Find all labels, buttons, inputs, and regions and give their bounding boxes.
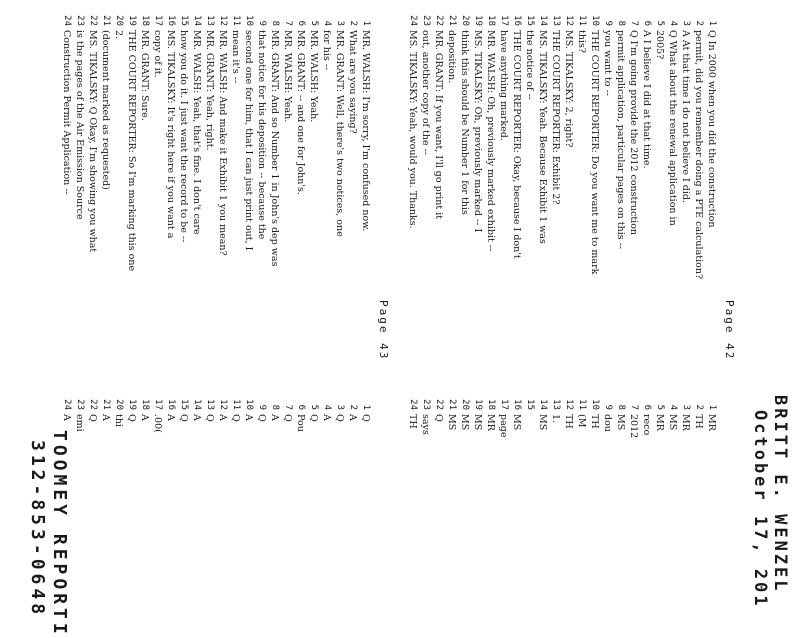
transcript-line <box>177 396 190 596</box>
line-text: MR. WALSH: Yeah, that's fine. I don't care <box>191 30 202 235</box>
transcript-line <box>692 396 705 596</box>
transcript-line <box>705 396 718 596</box>
line-text: Q <box>308 414 319 422</box>
line-number: 21 <box>101 15 111 26</box>
transcript-line <box>575 396 588 596</box>
line-text: THE COURT REPORTER: So I'm marking this one <box>126 30 137 272</box>
line-text: MR <box>680 414 691 431</box>
line-number: 10 <box>590 15 600 26</box>
line-text: Q <box>256 414 267 422</box>
page-43-text <box>60 12 372 392</box>
line-text: have anything marked. <box>498 30 509 141</box>
line-text: MS <box>446 414 457 431</box>
transcript-line <box>255 12 268 392</box>
transcript-line <box>177 12 190 392</box>
transcript-line <box>99 12 112 392</box>
transcript-line <box>562 396 575 596</box>
transcript-line <box>497 12 510 392</box>
line-number: 21 <box>101 399 111 410</box>
transcript-line <box>575 12 588 392</box>
line-text: second one for him, that I can just print out, I <box>243 30 254 251</box>
line-text: Q <box>204 414 215 422</box>
line-text: MR. WALSH: Yeah. <box>282 30 293 123</box>
transcript-line <box>692 12 705 392</box>
line-number: 22 <box>434 15 444 26</box>
transcript-line <box>666 396 679 596</box>
line-number: 5 <box>309 404 319 410</box>
line-number: 14 <box>538 15 548 26</box>
line-text: 2005? <box>654 30 665 60</box>
line-number: 5 <box>655 20 665 26</box>
line-text: permit, did you remember doing a PTE calculation? <box>693 30 704 280</box>
line-text: TH <box>693 414 704 429</box>
line-number: 11 <box>577 399 587 410</box>
line-number: 3 <box>681 404 691 410</box>
line-number: 4 <box>322 404 332 410</box>
line-number: 10 <box>244 399 254 410</box>
line-text: copy of it. <box>152 30 163 78</box>
line-text: Q <box>87 414 98 422</box>
line-text: MS <box>615 414 626 431</box>
line-number: 16 <box>166 15 176 26</box>
line-number: 10 <box>590 399 600 410</box>
line-number: 21 <box>447 399 457 410</box>
line-number: 24 <box>408 15 418 26</box>
line-number: 2 <box>348 20 358 26</box>
transcript-line <box>419 396 432 596</box>
line-number: 20 <box>460 399 470 410</box>
transcript-line <box>268 396 281 596</box>
transcript-line <box>601 396 614 596</box>
transcript-line <box>164 12 177 392</box>
line-text: MS. TIKALSKY: Yeah. Because Exhibit 1 was <box>537 30 548 244</box>
line-text: Q <box>178 414 189 422</box>
line-text: What are you saying? <box>347 30 358 134</box>
transcript-line <box>432 12 445 392</box>
transcript-line <box>484 396 497 596</box>
transcript-line <box>346 396 359 596</box>
transcript-line <box>164 396 177 596</box>
line-number: 17 <box>499 15 509 26</box>
transcript-line <box>112 12 125 392</box>
line-text: is the pages of the Air Emission Source <box>74 30 85 220</box>
line-number: 22 <box>88 15 98 26</box>
line-text: Q <box>230 414 241 422</box>
line-number: 2 <box>694 20 704 26</box>
line-text: MS. TIKALSKY: Yeah, would you. Thanks. <box>407 30 418 229</box>
line-text: Q What about the renewal application in <box>667 30 678 226</box>
transcript-line <box>666 12 679 392</box>
transcript-line <box>294 12 307 392</box>
line-number: 13 <box>205 15 215 26</box>
line-text: Construction Permit Application -- <box>61 30 72 195</box>
line-text: MR. GRANT: If you want, I'll go print it <box>433 30 444 220</box>
transcript-line <box>86 396 99 596</box>
transcript-line <box>679 12 692 392</box>
line-text: (document marked as requested) <box>100 30 111 190</box>
transcript-line <box>333 396 346 596</box>
line-number: 15 <box>179 399 189 410</box>
line-text: THE COURT REPORTER: Do you want me to mark <box>589 30 600 275</box>
transcript-line <box>255 396 268 596</box>
line-text: (M <box>576 414 587 428</box>
line-number: 4 <box>668 404 678 410</box>
transcript-line <box>125 12 138 392</box>
line-number: 14 <box>192 399 202 410</box>
line-number: 7 <box>629 404 639 410</box>
line-number: 8 <box>270 404 280 410</box>
transcript-line <box>86 12 99 392</box>
page-44-fragment <box>406 396 718 596</box>
line-number: 24 <box>62 15 72 26</box>
transcript-line <box>216 396 229 596</box>
transcript-line <box>705 12 718 392</box>
line-number: 21 <box>447 15 457 26</box>
line-number: 1 <box>361 404 371 410</box>
transcript-line <box>614 396 627 596</box>
line-number: 16 <box>166 399 176 410</box>
transcript-line <box>242 396 255 596</box>
line-text: permit application, particular pages on this -- <box>615 30 626 250</box>
transcript-line <box>320 12 333 392</box>
transcript-line <box>216 12 229 392</box>
transcript-line <box>125 396 138 596</box>
line-text: .00( <box>152 414 163 433</box>
line-text: MS <box>511 414 522 431</box>
transcript-line <box>536 12 549 392</box>
line-number: 4 <box>668 20 678 26</box>
line-number: 23 <box>75 15 85 26</box>
transcript-line <box>320 396 333 596</box>
reporting-agency: TOOMEY REPORTI <box>49 430 70 638</box>
line-number: 17 <box>153 15 163 26</box>
line-number: 24 <box>408 399 418 410</box>
line-text: MS. TIKALSKY: It's right here if you want a <box>165 30 176 239</box>
line-text: A <box>100 414 111 421</box>
transcript-line <box>627 12 640 392</box>
line-number: 15 <box>525 399 535 410</box>
witness-name: BRITT E. WENZEL <box>770 395 790 594</box>
transcript-line <box>151 12 164 392</box>
transcript-line <box>190 12 203 392</box>
line-text: MS. TIKALSKY: 2, right? <box>563 30 574 148</box>
line-text: emi <box>74 414 85 432</box>
line-text: 1. <box>550 414 561 424</box>
line-number: 9 <box>257 20 267 26</box>
line-number: 18 <box>486 15 496 26</box>
line-text: MR. GRANT: Yeah, right. <box>204 30 215 151</box>
line-text: A At that time I do not believe I did. <box>680 30 691 204</box>
line-text: Q <box>360 414 371 422</box>
line-text: you want to -- <box>602 30 613 96</box>
transcript-line <box>549 12 562 392</box>
line-number: 20 <box>460 15 470 26</box>
line-number: 19 <box>473 399 483 410</box>
line-text: Q <box>433 414 444 422</box>
transcript-line <box>99 396 112 596</box>
line-number: 23 <box>421 15 431 26</box>
transcript-line <box>138 396 151 596</box>
line-number: 16 <box>512 15 522 26</box>
transcript-line <box>138 12 151 392</box>
transcript-line <box>640 396 653 596</box>
line-text: A <box>217 414 228 421</box>
transcript-line <box>484 12 497 392</box>
line-text: for his -- <box>321 30 332 71</box>
line-number: 9 <box>257 404 267 410</box>
line-number: 7 <box>283 20 293 26</box>
line-number: 5 <box>309 20 319 26</box>
line-number: 12 <box>564 15 574 26</box>
transcript-line <box>549 396 562 596</box>
page-42-label: Page 42 <box>723 300 736 361</box>
line-number: 12 <box>218 399 228 410</box>
line-text: MR <box>706 414 717 431</box>
transcript-line <box>627 396 640 596</box>
line-number: 11 <box>231 399 241 410</box>
line-number: 18 <box>140 399 150 410</box>
line-number: 1 <box>707 404 717 410</box>
line-text: MS <box>667 414 678 431</box>
line-number: 13 <box>551 15 561 26</box>
line-text: Q I'm going provide the 2012 construction <box>628 30 639 236</box>
transcript-line <box>588 396 601 596</box>
line-number: 3 <box>335 404 345 410</box>
line-text: MR. WALSH: I'm sorry, I'm confused now. <box>360 30 371 232</box>
line-number: 6 <box>642 20 652 26</box>
line-number: 23 <box>75 399 85 410</box>
line-text: TH <box>563 414 574 429</box>
transcript-line <box>406 396 419 596</box>
transcript-line <box>333 12 346 392</box>
line-number: 12 <box>218 15 228 26</box>
transcript-line <box>419 12 432 392</box>
line-text: thi <box>113 414 124 427</box>
line-text: A <box>269 414 280 421</box>
line-number: 17 <box>499 399 509 410</box>
line-text: page <box>498 414 509 438</box>
line-text: MR. WALSH: Oh, previously marked exhibit -- <box>485 30 496 252</box>
line-number: 8 <box>270 20 280 26</box>
line-number: 9 <box>603 20 613 26</box>
line-number: 13 <box>551 399 561 410</box>
transcript-line <box>523 12 536 392</box>
line-number: 11 <box>231 15 241 26</box>
deposition-date: October 17, 201 <box>750 410 770 609</box>
line-number: 8 <box>616 404 626 410</box>
line-text: MR <box>485 414 496 431</box>
line-number: 23 <box>421 399 431 410</box>
line-text: Pou <box>295 414 306 432</box>
transcript-line <box>294 396 307 596</box>
line-number: 20 <box>114 399 124 410</box>
line-number: 11 <box>577 15 587 26</box>
line-number: 14 <box>192 15 202 26</box>
page-45-fragment <box>60 396 372 596</box>
transcript-line <box>653 396 666 596</box>
transcript-line <box>601 12 614 392</box>
line-number: 6 <box>296 404 306 410</box>
line-number: 7 <box>283 404 293 410</box>
line-text: THE COURT REPORTER: Okay, because I don't <box>511 30 522 259</box>
line-text: A I believe I did at that time. <box>641 30 652 169</box>
line-number: 14 <box>538 399 548 410</box>
transcript-line <box>523 396 536 596</box>
line-number: 18 <box>486 399 496 410</box>
line-number: 20 <box>114 15 124 26</box>
transcript-line <box>510 12 523 392</box>
line-number: 2 <box>348 404 358 410</box>
line-number: 3 <box>335 20 345 26</box>
line-text: A <box>243 414 254 421</box>
transcript-line <box>497 396 510 596</box>
transcript-line <box>229 12 242 392</box>
line-text: 2012 <box>628 414 639 439</box>
line-text: dou <box>602 414 613 432</box>
line-number: 24 <box>62 399 72 410</box>
line-text: TH <box>589 414 600 429</box>
transcript-line <box>346 12 359 392</box>
line-text: MR. GRANT: Well, there's two notices, one <box>334 30 345 237</box>
transcript-line <box>281 396 294 596</box>
transcript-line <box>60 12 73 392</box>
line-number: 15 <box>179 15 189 26</box>
line-number: 1 <box>707 20 717 26</box>
line-text: Q <box>282 414 293 422</box>
transcript-line <box>458 12 471 392</box>
transcript-line <box>242 12 255 392</box>
line-number: 19 <box>127 399 137 410</box>
line-text: A <box>191 414 202 421</box>
line-text: MR. WALSH: Yeah. <box>308 30 319 123</box>
line-number: 22 <box>88 399 98 410</box>
transcript-line <box>679 396 692 596</box>
line-number: 15 <box>525 15 535 26</box>
line-text: how you do it. I just want the record to be -- <box>178 30 189 243</box>
line-text: MR. GRANT: -- and one for John's. <box>295 30 306 195</box>
line-text: A <box>139 414 150 421</box>
line-number: 5 <box>655 404 665 410</box>
line-number: 18 <box>140 15 150 26</box>
transcript-line <box>112 396 125 596</box>
page-43-label: Page 43 <box>377 300 390 361</box>
transcript-line <box>203 396 216 596</box>
line-number: 7 <box>629 20 639 26</box>
transcript-line <box>471 396 484 596</box>
line-number: 8 <box>616 20 626 26</box>
transcript-line <box>281 12 294 392</box>
line-text: MS. TIKALSKY: Oh, previously marked -- I <box>472 30 483 233</box>
line-number: 9 <box>603 404 613 410</box>
line-text: MS <box>472 414 483 431</box>
transcript-line <box>445 12 458 392</box>
line-number: 17 <box>153 399 163 410</box>
line-text: THE COURT REPORTER: Exhibit 2? <box>550 30 561 205</box>
line-number: 22 <box>434 399 444 410</box>
line-text: MS. TIKALSKY: Q Okay, I'm showing you what <box>87 30 98 253</box>
transcript-line <box>203 12 216 392</box>
transcript-line <box>307 12 320 392</box>
line-text: MR. GRANT: And so Number 1 in John's dep was <box>269 30 280 267</box>
line-text: reco <box>641 414 652 436</box>
line-number: 19 <box>473 15 483 26</box>
line-number: 6 <box>642 404 652 410</box>
line-number: 19 <box>127 15 137 26</box>
transcript-line <box>359 396 372 596</box>
line-text: says <box>420 414 431 435</box>
transcript-line <box>640 12 653 392</box>
line-text: MR <box>654 414 665 431</box>
line-text: A <box>347 414 358 421</box>
line-text: deposition. <box>446 30 457 84</box>
transcript-line <box>445 396 458 596</box>
line-text: Q <box>334 414 345 422</box>
line-text: think this should be Number 1 for this <box>459 30 470 215</box>
transcript-line <box>432 396 445 596</box>
line-text: mean it's -- <box>230 30 241 84</box>
line-text: A <box>321 414 332 421</box>
transcript-line <box>73 12 86 392</box>
page-42-text <box>406 12 718 392</box>
transcript-line <box>359 12 372 392</box>
transcript-line <box>406 12 419 392</box>
line-text: the notice of -- <box>524 30 535 100</box>
transcript-line <box>190 396 203 596</box>
line-number: 3 <box>681 20 691 26</box>
transcript-line <box>471 12 484 392</box>
transcript-line <box>653 12 666 392</box>
transcript-line <box>536 396 549 596</box>
transcript-line <box>151 396 164 596</box>
transcript-line <box>510 396 523 596</box>
line-text: A <box>165 414 176 421</box>
line-text: out, another copy of the -- <box>420 30 431 156</box>
transcript-line <box>458 396 471 596</box>
line-number: 12 <box>564 399 574 410</box>
line-text: that notice for his deposition -- because the <box>256 30 267 240</box>
agency-phone: 312-853-0648 <box>27 440 48 619</box>
line-text: MS <box>459 414 470 431</box>
line-number: 10 <box>244 15 254 26</box>
transcript-line <box>614 12 627 392</box>
line-text: TH <box>407 414 418 429</box>
transcript-line <box>588 12 601 392</box>
transcript-line <box>73 396 86 596</box>
line-number: 13 <box>205 399 215 410</box>
line-text: MR. GRANT: Sure. <box>139 30 150 121</box>
line-text: A <box>61 414 72 421</box>
line-text: MR. WALSH: And make it Exhibit 1 you mean? <box>217 30 228 256</box>
line-text: Q In 2000 when you did the construction <box>706 30 717 228</box>
transcript-line <box>268 12 281 392</box>
line-number: 6 <box>296 20 306 26</box>
line-text: 2. <box>113 30 124 40</box>
transcript-line <box>229 396 242 596</box>
line-text: this? <box>576 30 587 53</box>
transcript-line <box>562 12 575 392</box>
line-number: 2 <box>694 404 704 410</box>
line-number: 1 <box>361 20 371 26</box>
line-number: 4 <box>322 20 332 26</box>
line-number: 16 <box>512 399 522 410</box>
transcript-line <box>307 396 320 596</box>
line-text: Q <box>126 414 137 422</box>
line-text: MS <box>537 414 548 431</box>
